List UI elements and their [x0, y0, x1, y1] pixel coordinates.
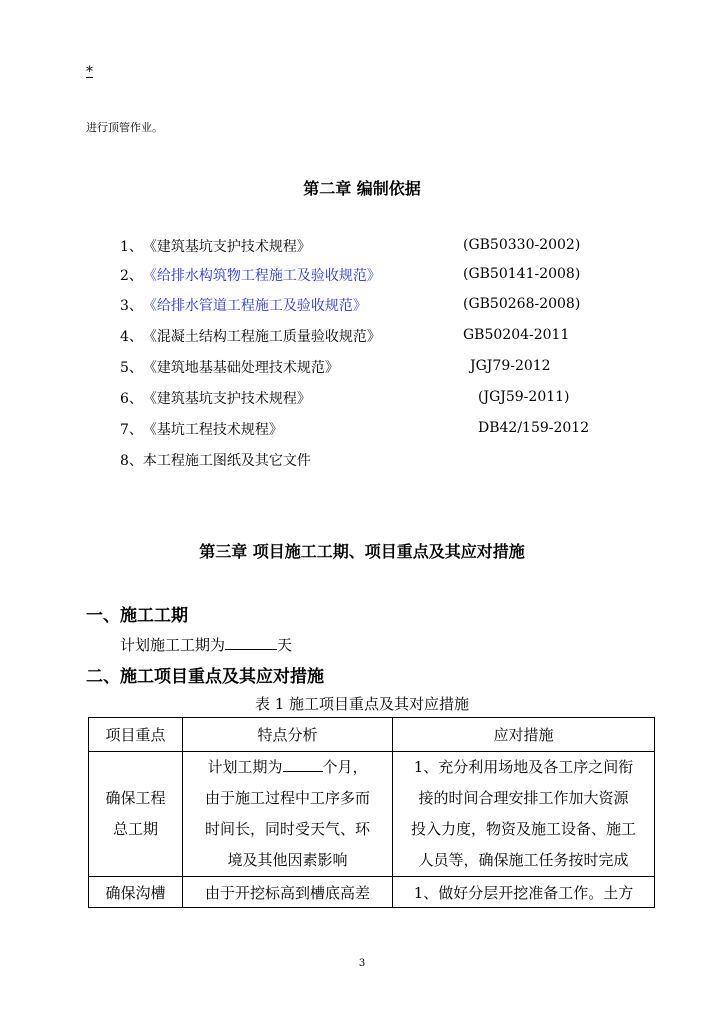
reference-number: 6、 — [120, 391, 143, 407]
reference-title: 《给排水管道工程施工及验收规范》 — [142, 298, 367, 314]
section2-heading: 二、施工项目重点及其应对措施 — [86, 667, 324, 687]
reference-number: 3、 — [120, 298, 143, 314]
measures-table — [88, 717, 655, 908]
reference-number: 7、 — [120, 422, 143, 438]
reference-title: 《给排水构筑物工程施工及验收规范》 — [142, 268, 381, 284]
duration-blank — [225, 635, 277, 650]
reference-item — [120, 357, 339, 379]
table-cell-key: 确保沟槽 — [89, 877, 183, 908]
table-header-cell: 应对措施 — [393, 718, 655, 752]
reference-item — [120, 326, 381, 348]
reference-number: 8、 — [120, 453, 143, 469]
reference-item — [120, 388, 311, 410]
table-cell-measure: 1、做好分层开挖准备工作。土方 — [393, 877, 655, 908]
chapter3-title: 第三章 项目施工工期、项目重点及其应对措施 — [199, 542, 525, 561]
table-cell-measure — [393, 752, 655, 877]
reference-title: 《建筑基坑支护技术规程》 — [142, 239, 311, 255]
section1-heading: 一、施工工期 — [86, 606, 188, 626]
cell-line: 1、充分利用场地及各工序之间衔 — [413, 758, 634, 776]
chapter2-title: 第二章 编制依据 — [303, 179, 421, 198]
table-cell-analysis — [183, 752, 393, 877]
table-header-cell: 特点分析 — [183, 718, 393, 752]
reference-code: DB42/159-2012 — [478, 420, 590, 436]
table-caption: 表 1 施工项目重点及其对应措施 — [254, 695, 470, 713]
reference-number: 5、 — [120, 360, 143, 376]
intro-text: 进行顶管作业。 — [86, 121, 163, 134]
reference-title: 《建筑基坑支护技术规程》 — [142, 391, 311, 407]
analysis-suffix: 个月， — [322, 758, 368, 776]
cell-line: 境及其他因素影响 — [227, 851, 348, 869]
cell-line: 由于施工过程中工序多而 — [204, 789, 370, 807]
table-cell-key — [89, 752, 183, 877]
reference-title: 本工程施工图纸及其它文件 — [142, 453, 311, 469]
reference-code: (JGJ59-2011) — [478, 389, 570, 405]
reference-code: (GB50330-2002) — [463, 237, 581, 253]
table-row — [89, 752, 655, 877]
cell-line: 投入力度，物资及施工设备、施工 — [410, 820, 636, 838]
table-row — [89, 877, 655, 908]
reference-code: (GB50141-2008) — [463, 266, 581, 282]
reference-code: (GB50268-2008) — [463, 296, 581, 312]
reference-number: 4、 — [120, 329, 143, 345]
table-header-row — [89, 718, 655, 752]
cell-line: 总工期 — [112, 820, 158, 838]
reference-title: 《基坑工程技术规程》 — [142, 422, 283, 438]
reference-item — [120, 236, 311, 258]
reference-item — [120, 265, 381, 287]
cell-line: 人员等，确保施工任务按时完成 — [418, 851, 629, 869]
reference-item — [120, 295, 367, 317]
header-mark: * — [86, 64, 93, 80]
cell-line: 时间长，同时受天气、环 — [204, 820, 370, 838]
reference-title: 《建筑地基基础处理技术规范》 — [142, 360, 339, 376]
reference-code: JGJ79-2012 — [470, 358, 551, 374]
reference-title: 《混凝土结构工程施工质量验收规范》 — [142, 329, 381, 345]
page-number: 3 — [358, 958, 366, 969]
table-cell-analysis: 由于开挖标高到槽底高差 — [183, 877, 393, 908]
reference-number: 1、 — [120, 239, 143, 255]
reference-number: 2、 — [120, 268, 143, 284]
cell-line — [187, 752, 388, 783]
analysis-prefix: 计划工期为 — [207, 758, 283, 776]
cell-line: 确保工程 — [105, 789, 166, 807]
reference-item — [120, 450, 311, 472]
months-blank — [283, 757, 323, 772]
table-header-cell: 项目重点 — [89, 718, 183, 752]
plan-prefix: 计划施工工期为 — [120, 636, 226, 654]
plan-suffix: 天 — [277, 636, 293, 654]
reference-item — [120, 419, 283, 441]
planned-duration — [120, 634, 292, 655]
reference-code: GB50204-2011 — [463, 327, 570, 343]
cell-line: 接的时间合理安排工作加大资源 — [418, 789, 629, 807]
